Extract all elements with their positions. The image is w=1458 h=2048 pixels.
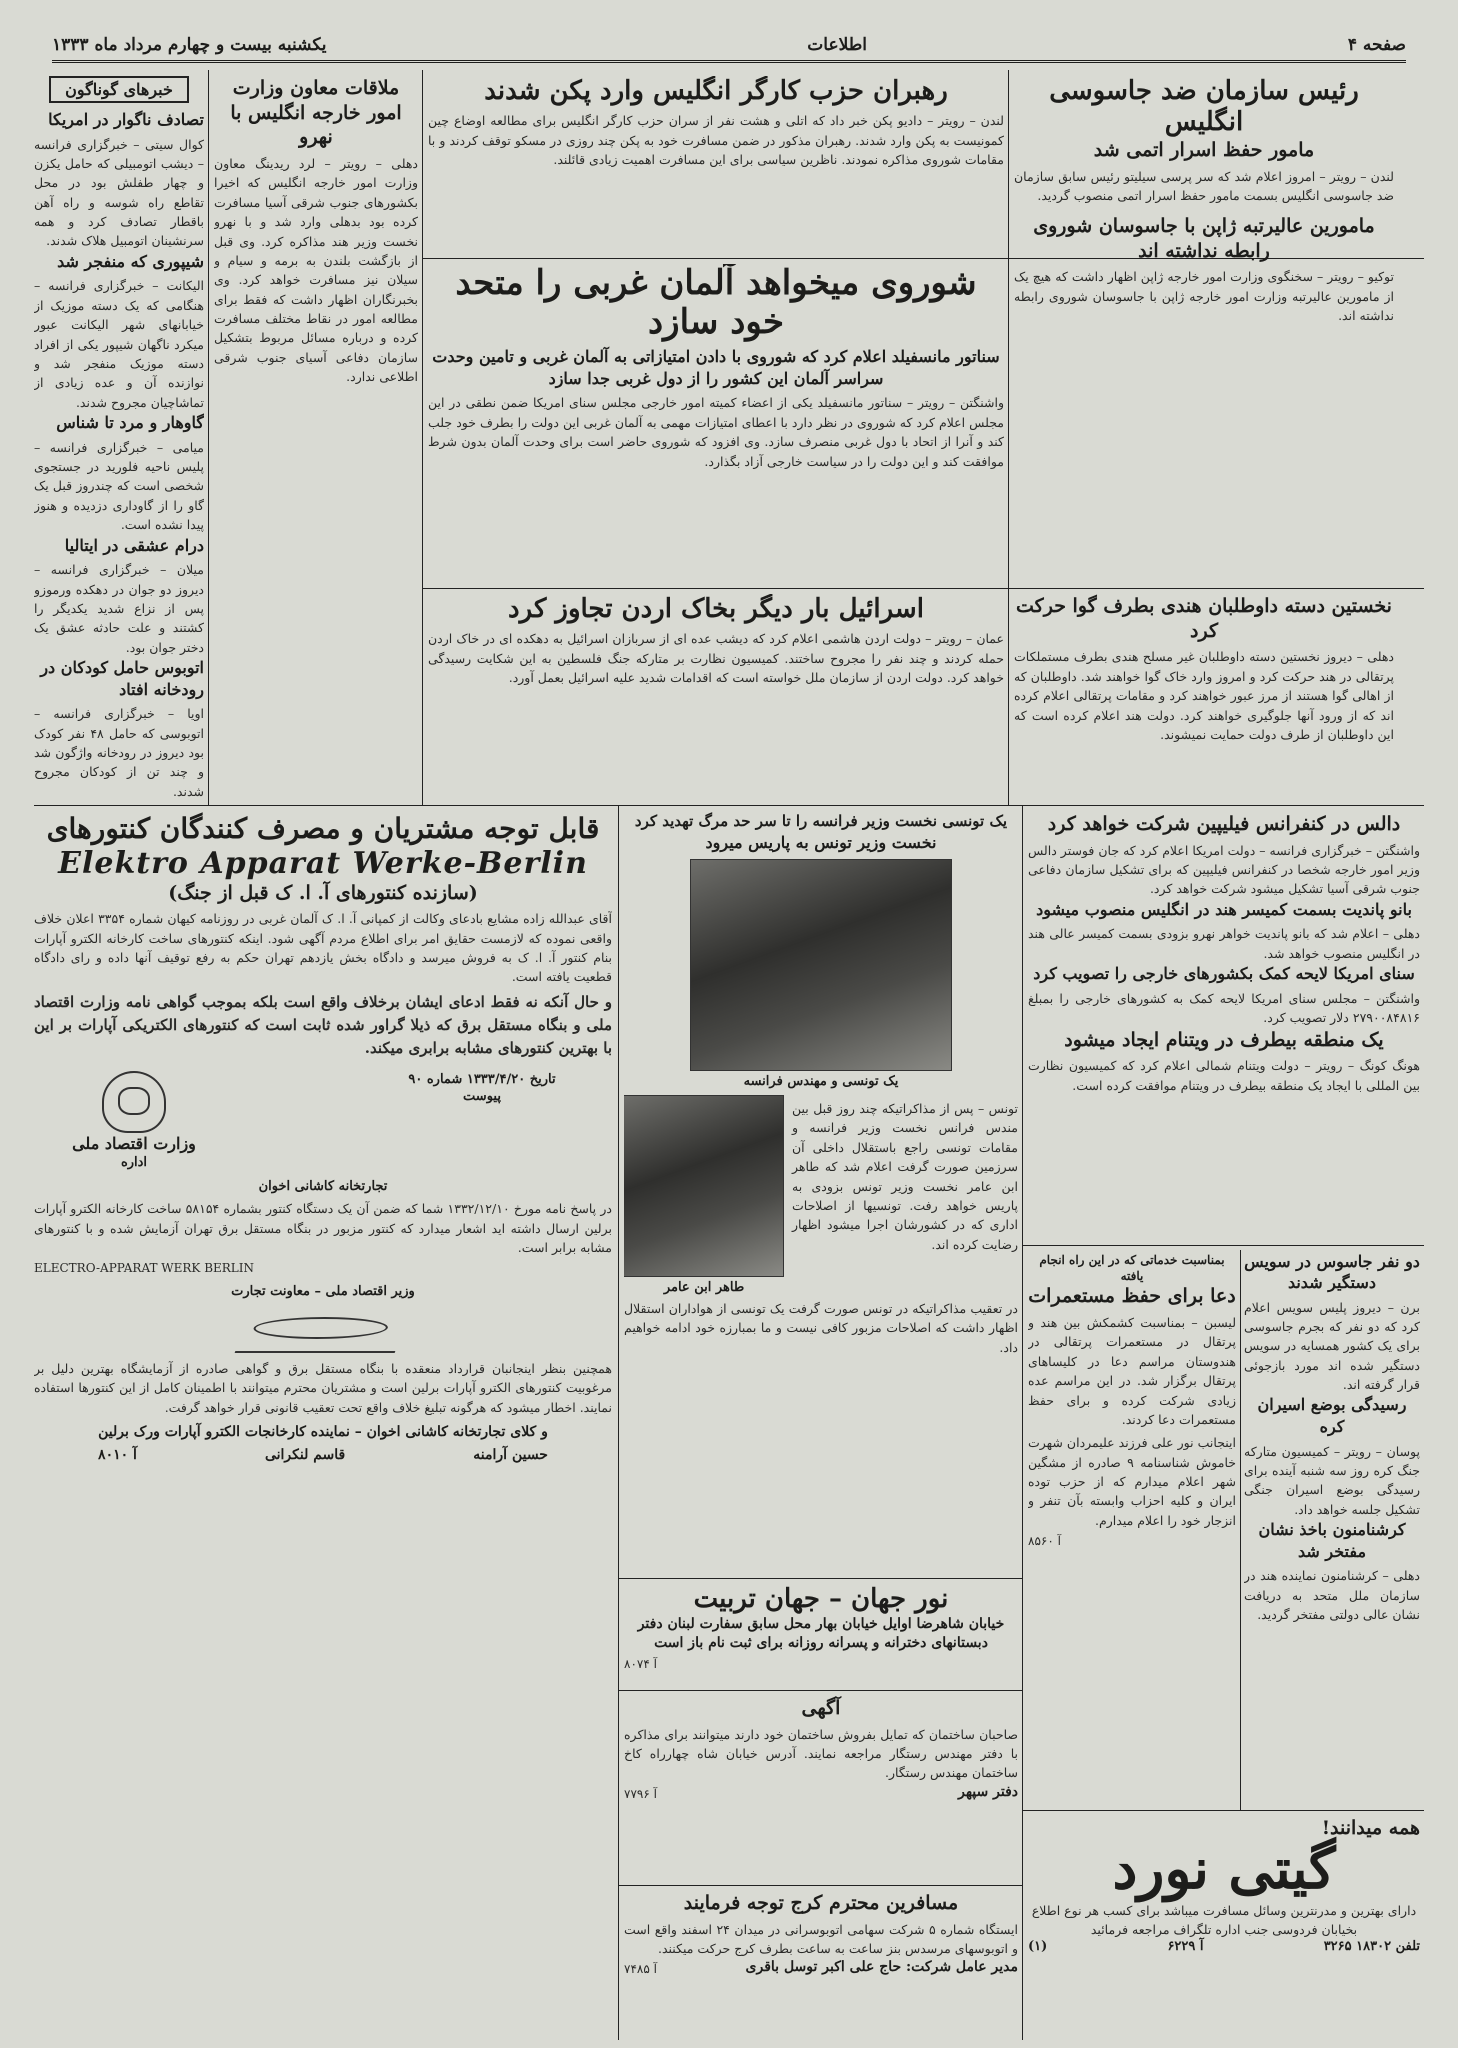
labour-body: لندن – رویتر – دادیو پکن خبر داد که اتلی و هشت نفر از سران حزب کارگر انگلیس برای مطالعه اوضاع چین کمونیست به پکن وارد شدند. رهبران مذکور در ضمن مسافرت خود به پکن چند روزی در مسکو توقف کردند و با مقامات شوروی مذاکره نمودند. ناظرین سیاسی برای این مسافرت اهمیت زیادی قائلند.	[428, 113, 1004, 167]
giti-body: دارای بهترین و مدرنترین وسائل مسافرت میباشد برای کسب هر نوع اطلاع بخیابان فردوسی جنب اداره تلگراف مراجعه فرمائید	[1031, 1902, 1417, 1938]
lion-sun-emblem-icon	[102, 1071, 166, 1133]
notice-signature: دفتر سپهر	[958, 1783, 1018, 1800]
tunisia-caption-1: یک تونسی و مهندس فرانسه	[743, 1074, 899, 1090]
page-number: صفحه ۴	[1347, 35, 1406, 55]
notice-body: صاحبان ساختمان که تمایل بفروش ساختمان خود دارند میتوانند برای مذاکره با دفتر مهندس رستگار مراجعه نمایند. آدرس خیابان شاه چهارراه کاخ ساختمان مهندس رستگار.	[624, 1726, 1018, 1781]
spy-body: لندن – رویتر – امروز اعلام شد که سر پرسی سیلیتو رئیس سابق سازمان ضد جاسوسی انگلیس بسمت مامور حفظ اسرار اتمی منصوب گردید.	[1014, 169, 1394, 204]
elektro-brand: Elektro Apparat Werke-Berlin	[58, 845, 588, 881]
vietnam-body: هونگ کونگ – رویتر – دولت ویتنام شمالی اعلام کرد که کمیسیون نظارت بین المللی با ایجاد یک منطقه بیطرف در ویتنام موافقت کرده است.	[1028, 1058, 1420, 1093]
soviet-germany-article	[428, 264, 1004, 586]
misc-body-1: کوال سیتی – خبرگزاری فرانسه – دیشب اتومبیلی که حامل یکزن و چهار طفلش بود در محل تقاطع راه شوسه و راه آهن باقطار تصادف کرد و همه سرنشینان اتومبیل هلاک شدند.	[34, 136, 204, 249]
volunteers-headline: نخستین دسته داوطلبان هندی بطرف گوا حرکت کرد	[1016, 595, 1392, 642]
misc-body-5: اویا – خبرگزاری فرانسه – اتوبوسی که حامل ۴۸ نفر کودک بود دیروز در رودخانه واژگون شد و چند تن از کودکان مجروح شدند.	[34, 706, 204, 799]
tunisia-photo-1	[690, 859, 952, 1071]
swiss-body: برن – دیروز پلیس سویس اعلام کرد که دو نفر که بجرم جاسوسی برای یک کشور همسایه در سویس دستگیر شده اند مورد بازجوئی قرار گرفته اند.	[1244, 1299, 1420, 1393]
signatory-name-1: حسین آرامنه	[473, 1446, 548, 1463]
soviet-subheadline: سناتور مانسفیلد اعلام کرد که شوروی با دادن امتیازاتی به آلمان غربی و تامین وحدت سراسر آلمان این کشور را از دول غربی جدا سازد	[432, 347, 1000, 388]
senate-body: واشنگتن – مجلس سنای امریکا لایحه کمک به کشورهای خارجی را بمبلغ ۲۷۹۰۰۸۴۸۱۶ دلار تصویب کرد.	[1028, 990, 1420, 1026]
prayer-headline: دعا برای حفظ مستعمرات	[1028, 1285, 1236, 1308]
giti-navard-ad	[1028, 1816, 1420, 2038]
karaj-body: ایستگاه شماره ۵ شرکت سهامی اتوبوسرانی در میدان ۲۴ اسفند واقع است و اتوبوسهای مرسدس بنز ساعت به ساعت بطرف کرج حرکت میکنند.	[624, 1921, 1018, 1957]
attachment-label: پیوست	[463, 1089, 501, 1105]
korea-subheadline: رسیدگی بوضع اسیران کره	[1257, 1395, 1407, 1437]
pandit-subheadline: بانو پاندیت بسمت کمیسر هند در انگلیس منصوب میشود	[1036, 899, 1412, 919]
israel-body: عمان – رویتر – دولت اردن هاشمی اعلام کرد که دیشب عده ای از سربازان اسرائیل به دهکده ای در خاک اردن حمله کردند و چند نفر را مجروح ساختند. کمیسیون نظارت بر متارکه جنگ فلسطین به این شکایت رسیدگی خواهد کرد. دولت اردن از سازمان ملل خواسته است که اقدامات شدید علیه اسرائیل بعمل آورد.	[428, 631, 1004, 685]
nehru-body: دهلی – رویتر – لرد ریدینگ معاون وزارت امور خارجه انگلیس که اخیرا بکشورهای جنوب شرقی آسیا مسافرت کرده بود بدهلی وارد شد و با نهرو نخست وزیر هند مذاکره کرد. وی قبل از بازگشت بلندن به برمه و سیام و سیلان نیز مسافرت خواهد کرد. وی بخبرنگاران اظهار داشت که فقط برای مطالعه امور در نقاط مختلف مسافرت کرده و درباره مسائل مربوط بتشکیل سازمان دفاعی آسیای جنوب شرقی اطلاعی ندارد.	[214, 156, 418, 385]
vietnam-subheadline: یک منطقه بیطرف در ویتنام ایجاد میشود	[1064, 1028, 1384, 1051]
issue-date: یکشنبه بیست و چهارم مرداد ماه ۱۳۳۳	[52, 35, 327, 55]
misc-news-column	[34, 76, 204, 801]
giti-pre: همه میدانند!	[1321, 1817, 1420, 1839]
office-label: اداره	[120, 1155, 148, 1171]
karaj-bus-ad	[624, 1891, 1018, 2037]
labour-article	[428, 76, 1004, 256]
misc-title-5: اتوبوس حامل کودکان در رودخانه افتاد	[40, 658, 204, 699]
nehru-headline: ملاقات معاون وزارت امور خارجه انگلیس با نهرو	[230, 77, 402, 149]
dulles-body: واشنگتن – خبرگزاری فرانسه – دولت امریکا اعلام کرد که جان فوستر دالس وزیر امور خارجه شخصا در کنفرانس فیلیپین که برای تشکیل سازمان دفاعی جنوب شرقی آسیا تشکیل میشود شرکت خواهد کرد.	[1028, 842, 1420, 897]
misc-title-4: درام عشقی در ایتالیا	[64, 535, 204, 555]
menon-subheadline: کرشنامنون باخذ نشان مفتخر شد	[1258, 1520, 1406, 1561]
elektro-headline: قابل توجه مشتریان و مصرف کنندگان کنتورهای	[46, 812, 600, 845]
karaj-code: آ ۷۴۸۵	[624, 1962, 657, 1977]
company-addressee: تجارتخانه کاشانی اخوان	[258, 1178, 388, 1194]
giti-phone: تلفن ۱۸۳۰۲ ۳۲۶۵	[1323, 1939, 1420, 1955]
elektro-closing: همچنین بنظر اینجانبان قرارداد منعقده با بنگاه مستقل برق و گواهی صادره از آزمایشگاه بهترین دلیل بر مرغوبیت کنتورهای الکترو آپارات برلین است و مشتریان محترم میتوانند با اطمینان کامل از این کنتورها استفاده نمایند. اخطار میشود که هرگونه تبلیغ خلاف واقع تحت تعقیب قانونی قرار خواهد گرفت.	[34, 1360, 612, 1415]
misc-body-3: میامی – خبرگزاری فرانسه – پلیس ناحیه فلورید در جستجوی شخصی است که چندروز قبل یک گاو را از گاوداری دزدیده و هنوز پیدا نشده است.	[34, 439, 204, 533]
tunisia-body-2: در تعقیب مذاکراتیکه در تونس صورت گرفت یک تونسی از هواداران استقلال اظهار داشت که اصلاحات مزبور کافی نیست و ما بمبارزه خود ادامه خواهیم داد.	[624, 1301, 1018, 1355]
dulles-article	[1028, 812, 1420, 1242]
tunisia-caption-2: طاهر ابن عامر	[663, 1280, 745, 1296]
israel-headline: اسرائیل بار دیگر بخاک اردن تجاوز کرد	[508, 594, 924, 624]
pandit-body: دهلی – اعلام شد که بانو پاندیت خواهر نهرو بزودی بسمت کمیسر عالی هند در انگلیس منصوب خواهد شد.	[1028, 926, 1420, 961]
tunisia-headline: یک تونسی نخست وزیر فرانسه را تا سر حد مرگ تهدید کرد	[634, 812, 1008, 830]
declaration-code: آ ۸۵۶۰	[1028, 1534, 1061, 1549]
tunisia-body: تونس – پس از مذاکراتیکه چند روز قبل بین مندس فرانس نخست وزیر فرانسه و مقامات تونسی راجع باستقلال داخلی آن سرزمین صورت گرفت اعلام شد که طاهر ابن عامر نخست وزیر تونس بزودی به پاریس خواهد رفت. تونسیها از اصلاحات اداری که در کشورشان اجرا میشود اظهار رضایت کرده اند.	[792, 1101, 1018, 1252]
labour-headline: رهبران حزب کارگر انگلیس وارد پکن شدند	[484, 76, 948, 106]
date-line: تاریخ ۱۳۳۳/۴/۲۰ شماره ۹۰	[408, 1071, 556, 1087]
prayer-body: لیسبن – بمناسبت کشمکش بین هند و پرتقال در مستعمرات پرتقالی در هندوستان مراسم دعا در کلیساهای پرتقال برگزار شد. در این مراسم عده زیادی شرکت کرده و برای حفظ مستعمرات دعا کردند.	[1028, 1315, 1236, 1427]
misc-title-3: گاوهار و مرد تا شناس	[56, 413, 204, 433]
certificate-text: در پاسخ نامه مورخ ۱۳۳۲/۱۲/۱۰ شما که ضمن آن یک دستگاه کنتور بشماره ۵۸۱۵۴ ساخت کارخانه الکترو آپارات برلین ارسال داشته اید اشعار میدارد که کنتور مزبور در بنگاه مستقل برق تهران آزمایش شده و با کنتورهای مشابه برابر است.	[34, 1201, 612, 1255]
masthead	[52, 30, 1406, 63]
elektro-body: آقای عبدالله زاده مشایع بادعای وکالت از کمپانی آ. ا. ک آلمان غربی در روزنامه کیهان شماره ۳۳۵۴ اعلان خلاف واقعی نموده که لازمست حقایق امر برای اطلاع مردم آگهی شود. اینکه کنتورهای ساخت کارخانه الکترو آپارات بنام کنتور آ. ا. ک به فروش میرسد و دادگاه بخش یازدهم تهران حکم به رفع توقیف آنها داده و رای دادگاه قطعیت یافته است.	[34, 911, 612, 985]
notice-ad	[624, 1696, 1018, 1882]
senate-subheadline: سنای امریکا لایحه کمک بکشورهای خارجی را تصویب کرد	[1033, 964, 1415, 984]
minister-title: وزیر اقتصاد ملی – معاونت تجارت	[231, 1284, 415, 1300]
nehru-article	[214, 76, 418, 801]
tunisia-article	[624, 812, 1018, 1576]
misc-body-4: میلان – خبرگزاری فرانسه – دیروز دو جوان در دهکده ورموزو پس از نزاع شدید یکدیگر را کشتند و علت حادثه عشق یک دختر جوان بود.	[34, 562, 204, 655]
swiss-article	[1244, 1252, 1420, 1807]
notice-title: آگهی	[801, 1697, 841, 1719]
noor-body: خیابان شاهرضا اوایل خیابان بهار محل سابق سفارت لبنان دفتر دبستانهای دخترانه و پسرانه روزانه برای ثبت نام باز است	[637, 1616, 1005, 1652]
misc-title-2: شیپوری که منفجر شد	[57, 251, 204, 271]
menon-body: دهلی – کرشنامنون نماینده هند در سازمان ملل متحد به دریافت نشان عالی دولتی مفتخر گردید.	[1244, 1568, 1420, 1623]
karaj-signature: مدیر عامل شرکت: حاج علی اکبر توسل باقری	[745, 1959, 1018, 1976]
soviet-headline: شوروی میخواهد آلمان غربی را متحد خود سازد	[455, 264, 977, 343]
signature-icon	[235, 1307, 412, 1353]
swiss-headline: دو نفر جاسوس در سویس دستگیر شدند	[1244, 1252, 1420, 1292]
ministry-name: وزارت اقتصاد ملی	[72, 1133, 196, 1153]
signatory-name-2: قاسم لنکرانی	[264, 1446, 346, 1463]
misc-title-1: تصادف ناگوار در امریکا	[48, 110, 204, 129]
israel-jordan-article	[428, 594, 1004, 802]
elektro-bold-statement: و حال آنکه نه فقط ادعای ایشان برخلاف واقع است بلکه بموجب گواهی نامه وزارت اقتصاد ملی و بنگاه مستقل برق که ذیلا گراور شده ثابت است که کنتورهای الکتریکی آپارات بر این با بهترین کنتورهای مشابه برابری میکند.	[34, 992, 612, 1058]
japan-body: توکیو – رویتر – سخنگوی وزارت امور خارجه ژاپن اظهار داشت که هیچ یک از مامورین عالیرتبه وزارت امور خارجه ژاپن با جاسوسان شوروی رابطه نداشته اند.	[1014, 269, 1394, 323]
paper-name: اطلاعات	[807, 35, 867, 55]
notice-code: آ ۷۷۹۶	[624, 1786, 657, 1801]
spy-article	[1014, 76, 1394, 586]
prayer-article	[1028, 1252, 1236, 1807]
noor-code: آ ۸۰۷۴	[624, 1656, 657, 1671]
prayer-intro: بمناسبت خدماتی که در این راه انجام یافته	[1039, 1253, 1225, 1284]
spy-headline: رئیس سازمان ضد جاسوسی انگلیس	[1049, 76, 1359, 138]
soviet-body: واشنگتن – رویتر – سناتور مانسفیلد یکی از اعضاء کمیته امور خارجی مجلس سنای امریکا ضمن نطقی در این مجلس اعلام کرد که شوروی در نظر دارد با اعطای امتیازات مهمی به آلمان غربی این دولت را بطرف خود جلب کند و آنرا از اتحاد با دول غربی منصرف سازد. وی افزود که شوروی حاضر است برای وحدت آلمان بدون شرط موافقت کند و این دولت را در سیاست خارجی آزاد بگذارد.	[428, 395, 1004, 469]
noor-jahan-ad	[624, 1584, 1018, 1688]
tunisia-subheadline: نخست وزیر تونس به پاریس میرود	[705, 832, 937, 852]
elektro-subhead: (سازنده کنتورهای آ. ا. ک قبل از جنگ)	[168, 881, 478, 904]
dulles-headline: دالس در کنفرانس فیلیپین شرکت خواهد کرد	[1047, 813, 1401, 835]
japan-subheadline: مامورین عالیرتبه ژاپن با جاسوسان شوروی رابطه نداشته اند	[1033, 214, 1375, 262]
volunteers-body: دهلی – دیروز نخستین دسته داوطلبان غیر مسلح هندی بطرف مستملکات پرتقالی در هند حرکت کرد و امروز وارد خاک گوا خواهند شد. داوطلبان که از اهالی گوا هستند از مرز عبور خواهند کرد و مقامات پرتقالی اعلام کرده اند که از ورود آنها جلوگیری خواهند کرد. دولت هند اعلام کرده است که این داوطلبان از طرف دولت حمایت نمیشوند.	[1014, 649, 1394, 742]
ad-code: آ ۸۰۱۰	[98, 1446, 137, 1463]
karaj-title: مسافرین محترم کرج توجه فرمایند	[683, 1892, 959, 1914]
spy-subheadline: مامور حفظ اسرار اتمی شد	[1093, 139, 1315, 162]
noor-title: نور جهان – جهان تربیت	[693, 1584, 949, 1614]
korea-body: پوسان – رویتر – کمیسیون متارکه جنگ کره روز سه شنبه آینده برای رسیدگی بوضع اسیران جنگی تشکیل جلسه خواهد داد.	[1244, 1443, 1420, 1517]
goa-volunteers-article	[1014, 594, 1394, 802]
declaration-body: اینجانب نور علی فرزند علیمردان شهرت خاموش شناسنامه ۹ صادره از مشگین شهر اعلام میدارم که از حزب توده ایران و کلیه احزاب وابسته بآن تنفر و انزجار خود را اعلام میدارم.	[1028, 1435, 1236, 1528]
manufacturer-stamp: ELECTRO-APPARAT WERK BERLIN	[34, 1261, 255, 1276]
tunisia-photo-2	[624, 1095, 784, 1277]
misc-body-2: الیکانت – خبرگزاری فرانسه – هنگامی که یک دسته موزیک از خیابانهای شهر الیکانت عبور میکرد ناگهان شیپور یکی از افراد دسته موزیک منفجر شد و نوازنده آن و عده زیادی از تماشاچیان مجروح شدند.	[34, 278, 204, 410]
giti-title: گیتی نورد	[1112, 1835, 1336, 1902]
signatory-line: و کلای تجارتخانه کاشانی اخوان – نماینده کارخانجات الکترو آپارات ورک برلین	[98, 1424, 548, 1441]
giti-code: آ ۶۲۲۹	[1167, 1939, 1204, 1955]
giti-number: (۱)	[1028, 1939, 1048, 1955]
elektro-advertisement	[34, 812, 612, 2037]
misc-news-label: خبرهای گوناگون	[49, 76, 189, 103]
